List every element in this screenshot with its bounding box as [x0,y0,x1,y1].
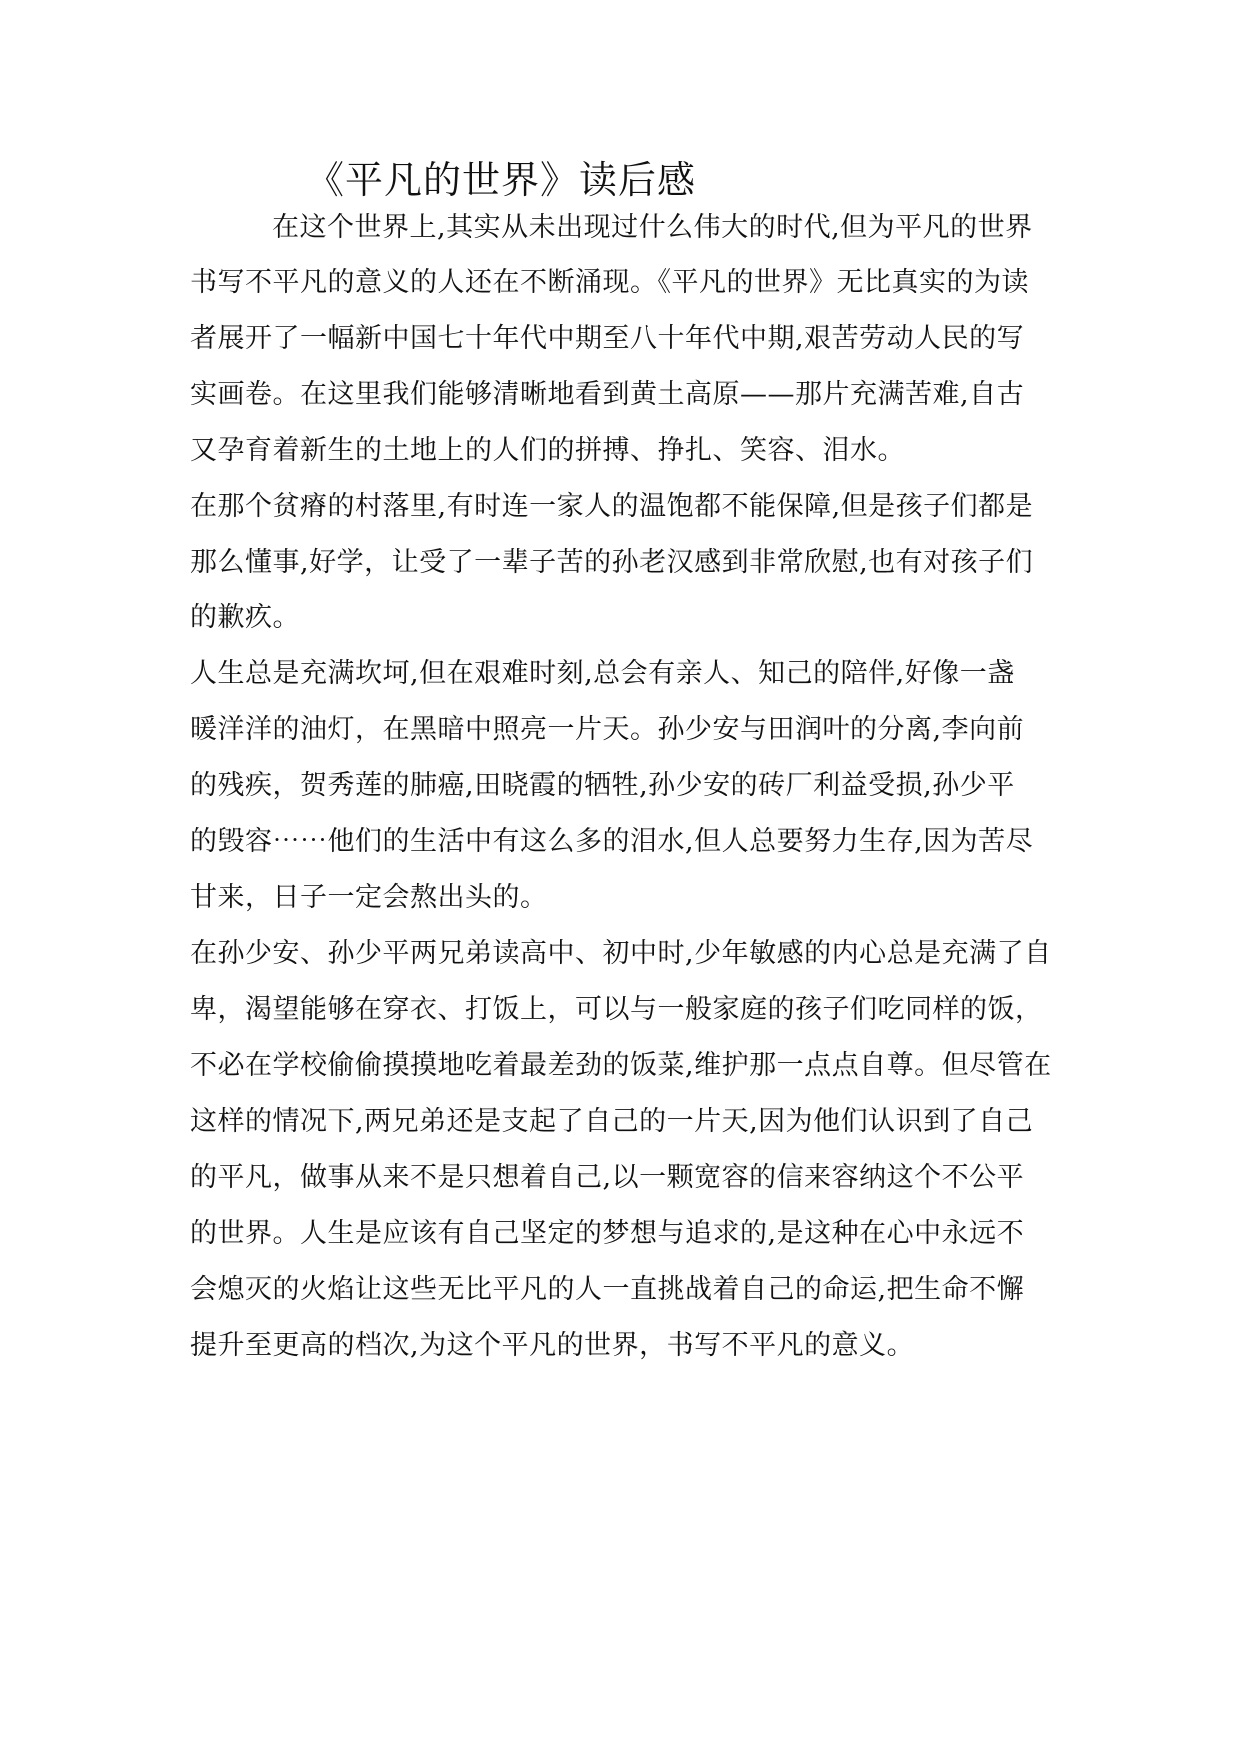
text-line: 人生总是充满坎坷,但在艰难时刻,总会有亲人、知己的陪伴,好像一盏 [190,658,1015,689]
text-line: 又孕育着新生的土地上的人们的拼搏、挣扎、笑容、泪水。 [190,435,905,466]
text-line: 的平凡，做事从来不是只想着自己,以一颗宽容的信来容纳这个不公平 [190,1162,1025,1193]
text-line: 在那个贫瘠的村落里,有时连一家人的温饱都不能保障,但是孩子们都是 [190,491,1034,522]
text-line: 在这个世界上,其实从未出现过什么伟大的时代,但为平凡的世界 [272,212,1033,243]
text-line: 甘来，日子一定会熬出头的。 [190,882,548,913]
text-line: 暖洋洋的油灯，在黑暗中照亮一片天。孙少安与田润叶的分离,李向前 [190,714,1025,745]
text-line: 的毁容⋯⋯他们的生活中有这么多的泪水,但人总要努力生存,因为苦尽 [190,826,1034,857]
text-line: 实画卷。在这里我们能够清晰地看到黄土高原——那片充满苦难,自古 [190,379,1025,410]
text-line: 会熄灭的火焰让这些无比平凡的人一直挑战着自己的命运,把生命不懈 [190,1274,1025,1305]
document-title: 《平凡的世界》读后感 [306,158,697,202]
text-line: 这样的情况下,两兄弟还是支起了自己的一片天,因为他们认识到了自己 [190,1106,1034,1137]
text-line: 在孙少安、孙少平两兄弟读高中、初中时,少年敏感的内心总是充满了自 [190,938,1052,969]
text-line: 的残疾，贺秀莲的肺癌,田晓霞的牺牲,孙少安的砖厂利益受损,孙少平 [190,770,1015,801]
text-line: 那么懂事,好学，让受了一辈子苦的孙老汉感到非常欣慰,也有对孩子们 [190,547,1034,578]
text-line: 的世界。人生是应该有自己坚定的梦想与追求的,是这种在心中永远不 [190,1218,1025,1249]
text-line: 的歉疚。 [190,602,300,633]
text-line: 提升至更高的档次,为这个平凡的世界，书写不平凡的意义。 [190,1330,915,1361]
text-line: 者展开了一幅新中国七十年代中期至八十年代中期,艰苦劳动人民的写 [190,323,1025,354]
text-line: 书写不平凡的意义的人还在不断涌现。《平凡的世界》无比真实的为读 [190,267,1029,298]
text-line: 卑，渴望能够在穿衣、打饭上，可以与一般家庭的孩子们吃同样的饭， [190,994,1043,1025]
text-line: 不必在学校偷偷摸摸地吃着最差劲的饭菜,维护那一点点自尊。但尽管在 [190,1050,1052,1081]
